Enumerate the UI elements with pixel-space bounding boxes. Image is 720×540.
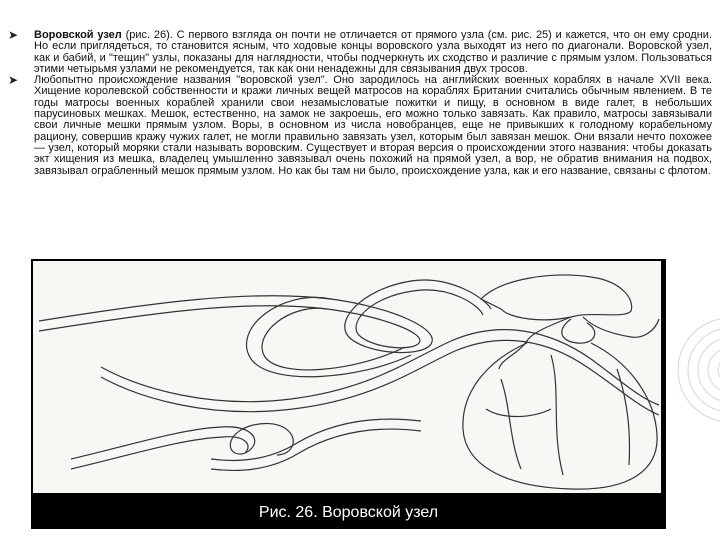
bullet-arrow-icon: ➤ (8, 73, 19, 88)
swirl-decoration (670, 310, 720, 430)
figure-panel (31, 259, 666, 529)
bullet-list (8, 30, 712, 177)
caption-band (31, 493, 666, 499)
paragraph-text: Любопытно происхождение названия "воровской узел". Оно зародилось на английских военных кораблях в начале XVII века. Хищение королевской собственности и кражи личных вещей матросов на кораблях Британии считались обычным явлением. В те годы матросы военных кораблей хранили свои незамысловатые пожитки и пищу, в основном в виде галет, в небольших парусиновых мешках. Мешок, естественно, на замок не закроешь, его можно только завязать. Как правило, матросы завязывали свои личные мешки прямым узлом. Воры, в основном из числа новобранцев, еще не привыкших к голодному корабельному рациону, совершив кражу чужих галет, не могли правильно завязать узел, которым был завязан мешок. Они вязали нечто похожее — узел, который моряки стали называть воровским. Существует и вторая версия о происхождении этого названия: чтобы доказать экт хищения из мешка, владелец умышленно завязывал очень похожий на прямой узел, а вор, не обратив внимания на подвох, завязывал ограбленный мешок прямым узлом. Но как бы там ни было, происхождение узла, как и его название, связаны с флотом. (34, 74, 712, 177)
figure-canvas (33, 261, 661, 493)
paragraph-thief-knot (34, 30, 712, 75)
figure-caption: Рис. 26. Воровской узел (258, 504, 439, 521)
bullet-arrow-icon: ➤ (8, 28, 19, 42)
paragraph-bold-title: Воровской узел (34, 29, 122, 41)
bullet-item-origin (8, 75, 712, 177)
paragraph-text: (рис. 26). С первого взгляда он почти не отличается от прямого узла (см. рис. 25) и кажется, что он ему сродни. Но если приглядеться, то становится ясным, что ходовые концы воровского узла выходят из него по диагонали. Воровской узел, как и бабий, и "тещин" узлы, показаны для наглядности, чтобы подчеркнуть их сходство и различие с прямым узлом. Пользоваться этими четырьмя узлами не рекомендуется, так как они ненадежны для связывания двух тросов. (34, 29, 712, 75)
bullet-item-thief-knot (8, 30, 712, 75)
paragraph-origin (34, 75, 712, 177)
figure-illustration (31, 259, 666, 499)
